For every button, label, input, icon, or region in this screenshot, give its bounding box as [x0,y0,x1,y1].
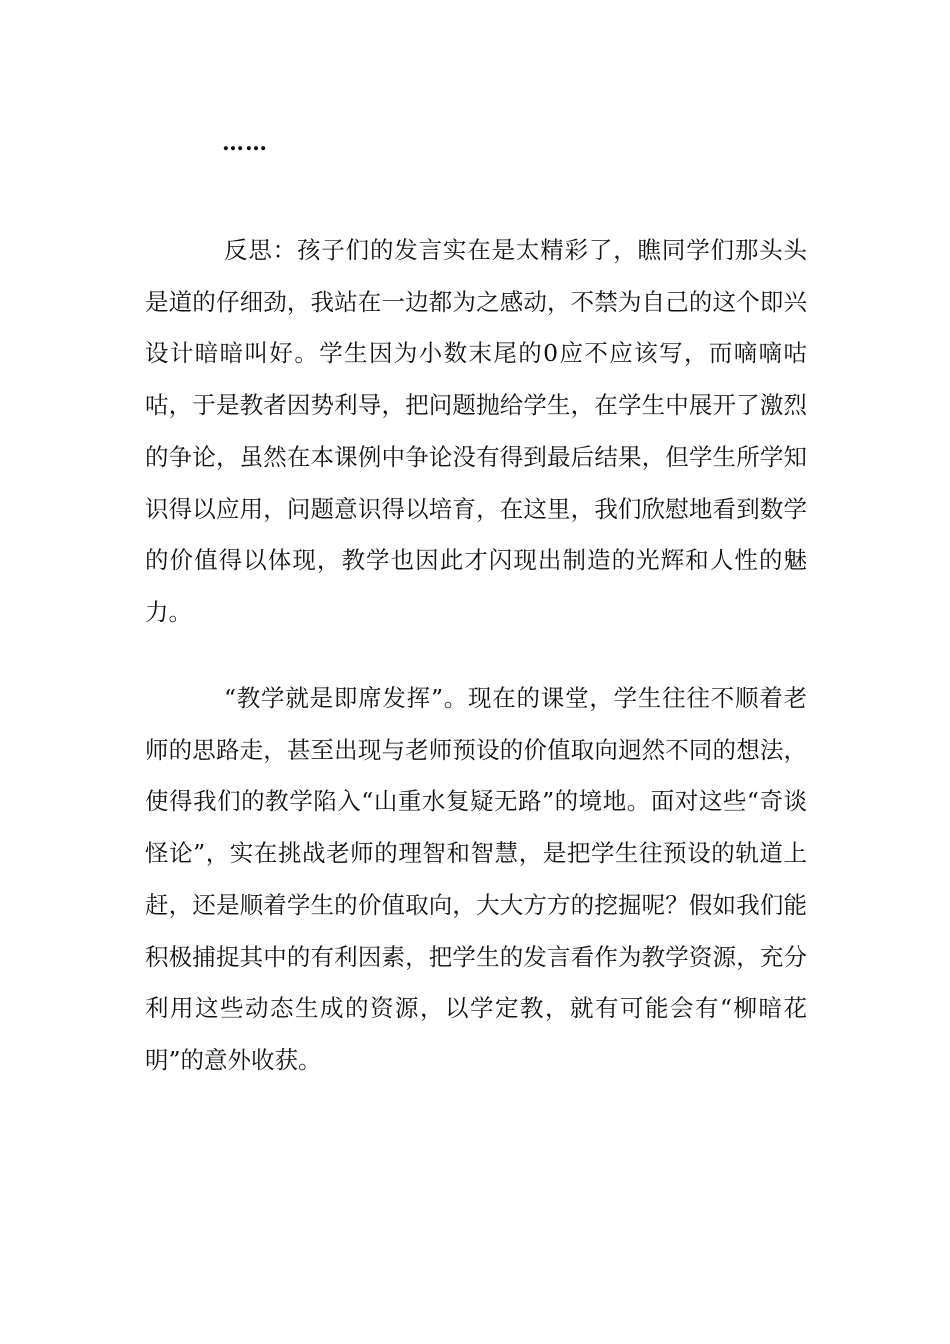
reflection-paragraph: 反思：孩子们的发言实在是太精彩了，瞧同学们那头头是道的仔细劲，我站在一边都为之感动，不禁为自己的这个即兴设计暗暗叫好。学生因为小数末尾的0应不应该写，而嘀嘀咕咕，于是教者因势利导，把问题抛给学生，在学生中展开了激烈的争论，虽然在本课例中争论没有得到最后结果，但学生所学知识得以应用，问题意识得以培育，在这里，我们欣慰地看到数学的价值得以体现，教学也因此才闪现出制造的光辉和人性的魅力。 [145,236,807,626]
ellipsis-text: …… [222,130,268,156]
teaching-paragraph: “教学就是即席发挥”。现在的课堂，学生往往不顺着老师的思路走，甚至出现与老师预设的价值取向迥然不同的想法，使得我们的教学陷入“山重水复疑无路”的境地。面对这些“奇谈怪论”，实在挑战老师的理智和智慧，是把学生往预设的轨道上赶，还是顺着学生的价值取向，大大方方的挖掘呢？假如我们能积极捕捉其中的有利因素，把学生的发言看作为教学资源，充分利用这些动态生成的资源，以学定教，就有可能会有“柳暗花明”的意外收获。 [145,684,807,1074]
